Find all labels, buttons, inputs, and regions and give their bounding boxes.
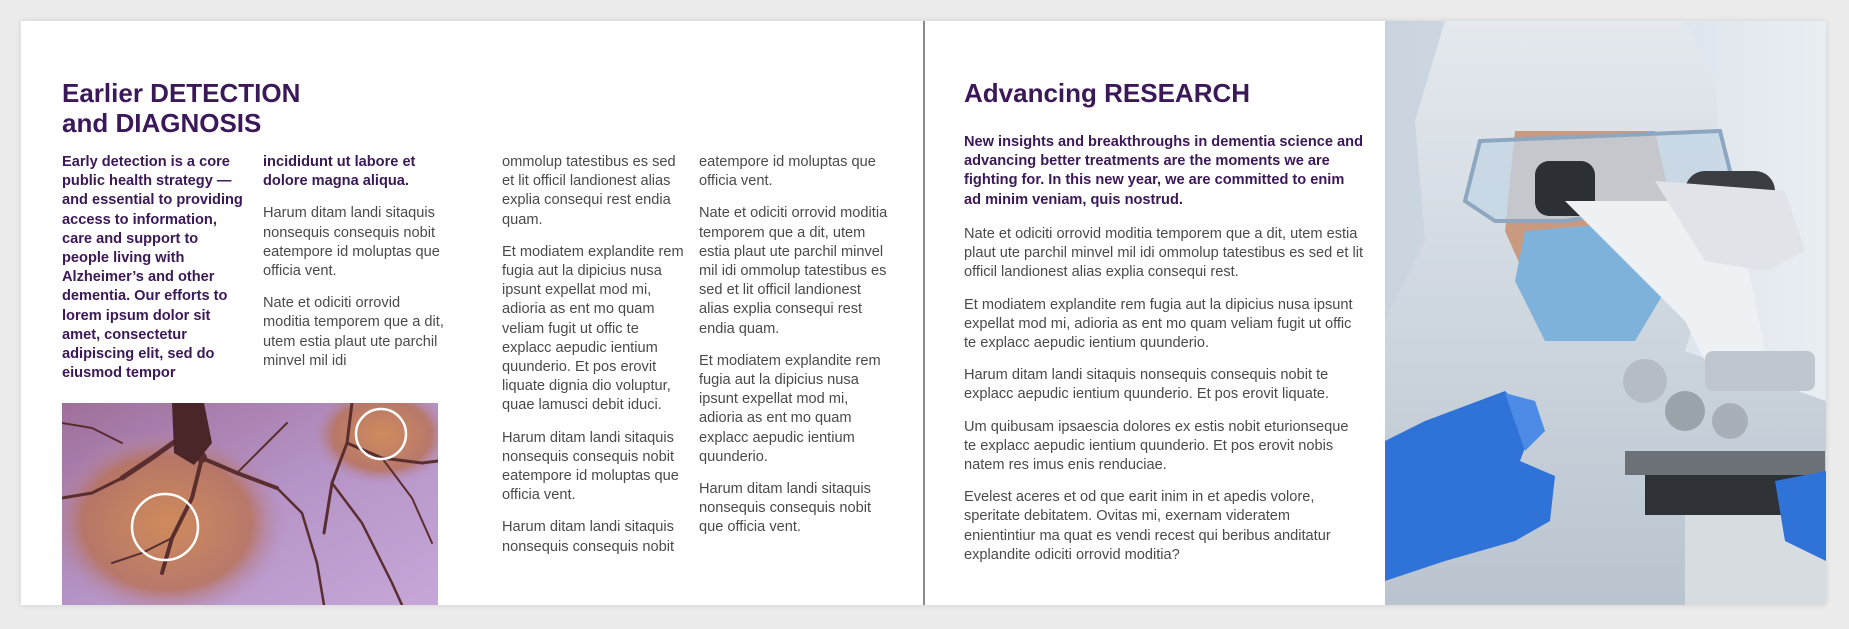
col2-paragraph: Harum ditam landi sitaquis nonsequis consequis nobit eatempore id moluptas que officia vent. xyxy=(263,205,440,280)
right-paragraph: Evelest aceres et od que earit inim in et apedis volore, speritate debitatem. Ovitas mi, exernam videratem enientintiur ma quat es vendi recest qui beribus anditatur explandite odiciti orrovid moditia? xyxy=(964,489,1331,563)
title-line-2: and DIAGNOSIS xyxy=(62,108,262,138)
title-line-1: Earlier DETECTION xyxy=(62,78,301,108)
neuron-illustration xyxy=(62,403,438,605)
left-lead-paragraph: Early detection is a core public health strategy — and essential to providing access to information, care and support to people living with Alzheimer’s and other dementia. Our efforts to lorem ipsum dolor sit amet, consectetur adipiscing elit, sed do eiusmod tempor xyxy=(62,154,243,382)
col4-paragraph: Nate et odiciti orrovid moditia temporem que a dit, utem estia plaut ute parchil minvel mil idi ommolup tatestibus es sed et lit officil landionest alias explia consequi rest endia quam. xyxy=(699,205,888,337)
right-body-text xyxy=(964,225,1364,578)
right-paragraph: Um quibusam ipsaescia dolores ex estis nobit eturionseque te explacc aepudic ientium quunderio. Et pos erovit nobis natem res imus enis renduciae. xyxy=(964,418,1349,474)
right-page-title: Advancing RESEARCH xyxy=(964,78,1251,108)
col3-paragraph: Et modiatem explandite rem fugia aut la dipicius nusa ipsunt expellat mod mi, adioria as ent mo quam veliam fugit ut offic te explacc aepudic ientium quunderio. Et pos erovit liquate dignia dio voluptur, quae lamusci debit iduci. xyxy=(502,243,684,414)
right-paragraph: Nate et odiciti orrovid moditia temporem que a dit, utem estia plaut ute parchil minvel mil idi ommolup tatestibus es sed et lit officil landionest alias explia consequi rest. xyxy=(964,226,1364,281)
left-page-title xyxy=(62,78,300,138)
lab-image xyxy=(1385,21,1826,605)
col3-paragraph: Harum ditam landi sitaquis nonsequis consequis nobit eatempore id moluptas que officia vent. xyxy=(502,429,679,504)
neuron-image xyxy=(62,403,438,605)
left-column-2 xyxy=(263,153,448,384)
col3-paragraph: Harum ditam landi sitaquis nonsequis consequis nobit xyxy=(502,519,675,555)
col4-paragraph: Et modiatem explandite rem fugia aut la dipicius nusa ipsunt expellat mod mi, adioria as ent mo quam explacc aepudic ientium quunderio. xyxy=(699,352,881,465)
col3-paragraph: ommolup tatestibus es sed et lit officil landionest alias explia consequi rest endia quam. xyxy=(502,154,676,228)
scientist-illustration xyxy=(1385,21,1826,605)
col2-paragraph: incididunt ut labore et dolore magna aliqua. xyxy=(263,154,416,190)
left-column-3 xyxy=(502,153,690,570)
right-paragraph: Et modiatem explandite rem fugia aut la dipicius nusa ipsunt expellat mod mi, adioria as ent mo quam veliam fugit ut offic te explacc aepudic ientium quunderio. xyxy=(964,296,1353,352)
left-column-4 xyxy=(699,153,889,551)
col4-paragraph: eatempore id moluptas que officia vent. xyxy=(699,154,876,190)
right-lead-paragraph: New insights and breakthroughs in dementia science and advancing better treatments are the moments we are fighting for. In this new year, we are committed to enim ad minim veniam, quis nostrud. xyxy=(964,134,1363,208)
brochure-spread xyxy=(21,21,1826,605)
page-spine xyxy=(923,21,925,605)
col2-paragraph: Nate et odiciti orrovid moditia temporem que a dit, utem estia plaut ute parchil minvel mil idi xyxy=(263,295,444,369)
col4-paragraph: Harum ditam landi sitaquis nonsequis consequis nobit que officia vent. xyxy=(699,481,872,536)
right-paragraph: Harum ditam landi sitaquis nonsequis consequis nobit te explacc aepudic ientium quunderio. Et pos erovit liquate. xyxy=(964,367,1330,403)
